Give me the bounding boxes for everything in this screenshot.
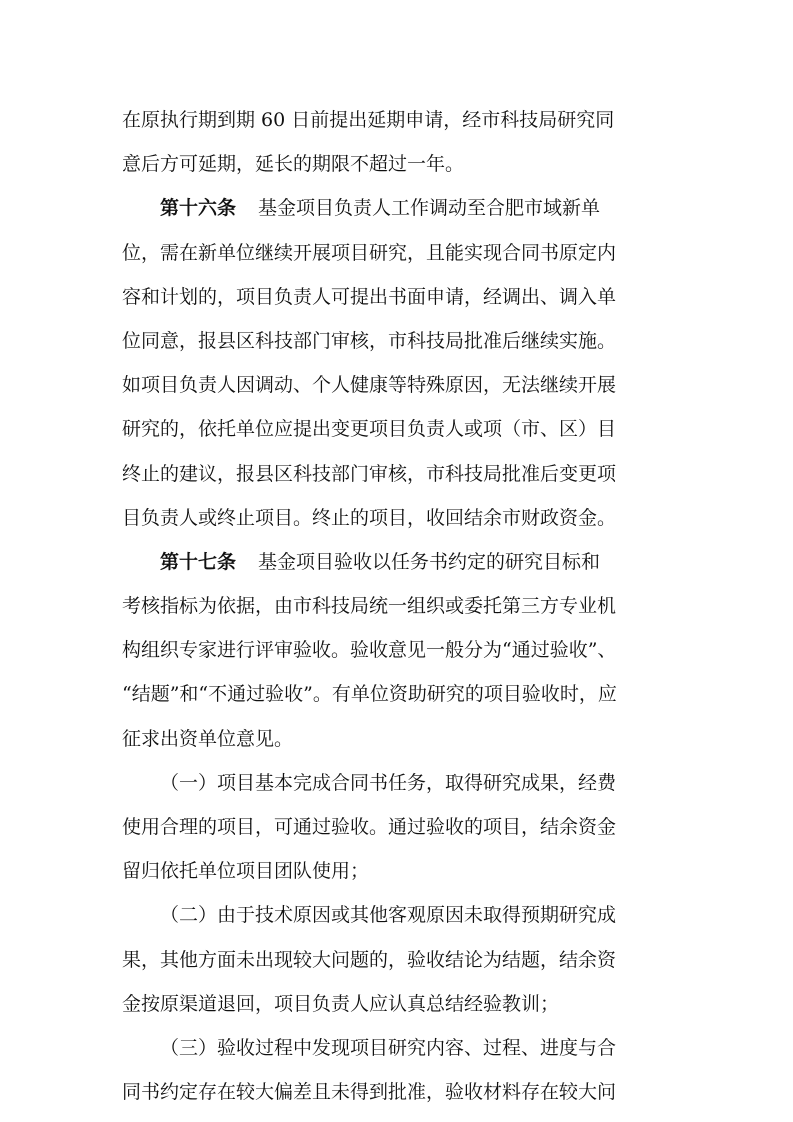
article-heading: 第十六条: [160, 197, 237, 220]
paragraph-line: 在原执行期到期 60 日前提出延期申请，经市科技局研究同: [122, 109, 615, 131]
paragraph-line: “结题”和“不通过验收”。有单位资助研究的项目验收时，应: [122, 683, 617, 706]
article-17-first-line: [122, 540, 677, 584]
paragraph-line: 留归依托单位项目团队使用；: [122, 860, 370, 883]
paragraph-line: 容和计划的，项目负责人可提出书面申请，经调出、调入单: [122, 285, 617, 308]
article-16-first-line: [122, 186, 677, 230]
document-body: [122, 98, 677, 1114]
paragraph-line: 金按原渠道退回，项目负责人应认真总结经验教训；: [122, 992, 560, 1015]
paragraph-line: 位，需在新单位继续开展项目研究，且能实现合同书原定内: [122, 241, 617, 264]
paragraph-line: 如项目负责人因调动、个人健康等特殊原因，无法继续开展: [122, 374, 617, 397]
paragraph-line: 考核指标为依据，由市科技局统一组织或委托第三方专业机: [122, 595, 617, 618]
paragraph-line: 同书约定存在较大偏差且未得到批准，验收材料存在较大问: [122, 1081, 617, 1104]
paragraph-line: 目负责人或终止项目。终止的项目，收回结余市财政资金。: [122, 506, 617, 529]
paragraph-line: 使用合理的项目，可通过验收。通过验收的项目，结余资金: [122, 816, 617, 838]
paragraph-line: 终止的建议，报县区科技部门审核，市科技局批准后变更项: [122, 462, 617, 485]
paragraph-text: 基金项目负责人工作调动至合肥市域新单: [258, 197, 601, 220]
paragraph-line: 征求出资单位意见。: [122, 727, 294, 750]
paragraph-text: 基金项目验收以任务书约定的研究目标和: [258, 550, 601, 573]
paragraph-line: 果，其他方面未出现较大问题的，验收结论为结题，结余资: [122, 948, 617, 971]
clause-2-first-line: （二）由于技术原因或其他客观原因未取得预期研究成: [160, 904, 617, 927]
paragraph-line: 位同意，报县区科技部门审核，市科技局批准后继续实施。: [122, 329, 617, 352]
paragraph-line: 意后方可延期，延长的期限不超过一年。: [122, 153, 465, 176]
clause-3-first-line: （三）验收过程中发现项目研究内容、过程、进度与合: [160, 1036, 617, 1059]
paragraph-line: 研究的，依托单位应提出变更项目负责人或项（市、区）目: [122, 418, 617, 441]
article-heading: 第十七条: [160, 550, 237, 573]
paragraph-line: 构组织专家进行评审验收。验收意见一般分为“通过验收”、: [122, 639, 617, 662]
clause-1-first-line: （一）项目基本完成合同书任务，取得研究成果，经费: [160, 771, 617, 794]
